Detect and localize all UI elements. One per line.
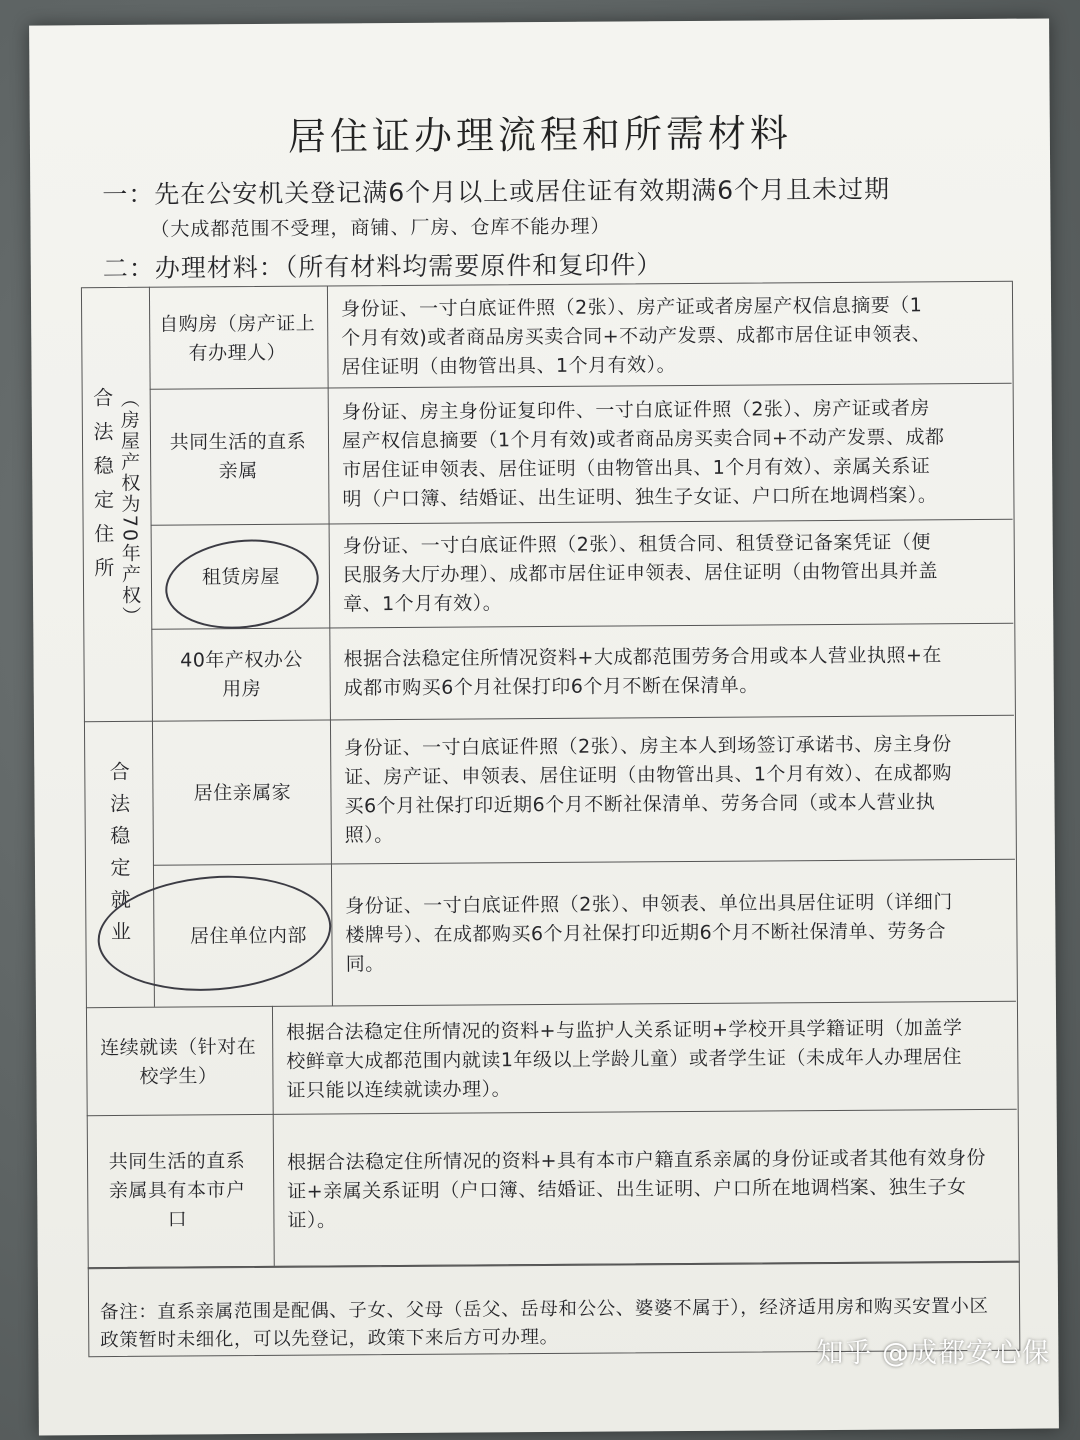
category-local-hukou: 共同生活的直系亲属具有本市户口 bbox=[108, 1149, 246, 1231]
materials-workplace: 身份证、一寸白底证件照（2张）、申领表、单位出具居住证明（详细门楼牌号）、在成都购买6个月社保打印近期6个月不断社保清单、劳务合同。 bbox=[345, 890, 953, 975]
materials-student: 根据合法稳定住所情况的资料+与监护人关系证明+学校开具学籍证明（加盖学校鲜章大成都范围内就读1年级以上学龄儿童）或者学生证（未成年人办理居住证只能以连续就读办理）。 bbox=[286, 1016, 963, 1102]
category-rental: 租赁房屋 bbox=[201, 565, 281, 588]
materials-rental: 身份证、一寸白底证件照（2张）、租赁合同、租赁登记备案凭证（便民服务大厅办理）、成都市居住证申领表、居住证明（由物管出具并盖章、1个月有效）。 bbox=[342, 530, 939, 615]
materials-local-hukou: 根据合法稳定住所情况的资料+具有本市户籍直系亲属的身份证或者其他有效身份证+亲属关系证明（户口簿、结婚证、出生证明、户口所在地调档案、独生子女证）。 bbox=[286, 1146, 987, 1232]
materials-relative-home: 身份证、一寸白底证件照（2张）、房主本人到场签订承诺书、房主身份证、房产证、申领表、居住证明（由物管出具、1个月有效）、在成都购买6个月社保打印近期6个月不断社保清单、劳务合同（或本人营业执照）。 bbox=[344, 733, 953, 847]
category-workplace: 居住单位内部 bbox=[189, 924, 308, 947]
group-label-employment: 合法稳定就业 bbox=[106, 760, 132, 954]
page-title: 居住证办理流程和所需材料 bbox=[287, 111, 793, 159]
step-one: 一：先在公安机关登记满6个月以上或居住证有效期满6个月且未过期 bbox=[102, 174, 891, 210]
category-office: 40年产权办公用房 bbox=[180, 648, 303, 701]
group-label-residence-sub: （房屋产权为70年产权） bbox=[117, 388, 142, 628]
category-student: 连续就读（针对在校学生） bbox=[100, 1036, 257, 1088]
materials-family: 身份证、房主身份证复印件、一寸白底证件照（2张）、房产证或者房屋产权信息摘要（1个月有效)或者商品房买卖合同+不动产发票、成都市居住证申领表、居住证明（由物管出具、1个月有效）、亲属关系证明（户口簿、结婚证、出生证明、独生子女证、户口所在地调档案）。 bbox=[341, 397, 945, 511]
group-label-residence: 合法稳定住所 bbox=[89, 386, 116, 592]
materials-self-owned: 身份证、一寸白底证件照（2张）、房产证或者房屋产权信息摘要（1个月有效)或者商品房买卖合同+不动产发票、成都市居住证申领表、居住证明（由物管出具、1个月有效）。 bbox=[340, 293, 932, 378]
step-one-note: （大成都范围不受理，商铺、厂房、仓库不能办理） bbox=[150, 215, 611, 241]
remark-text: 备注：直系亲属范围是配偶、子女、父母（岳父、岳母和公公、婆婆不属于），经济适用房和购买安置小区政策暂时未细化，可以先登记，政策下来后方可办理。 bbox=[100, 1295, 989, 1352]
document-sheet bbox=[29, 18, 1059, 1435]
watermark: 知乎 @成都安心保 bbox=[816, 1338, 1050, 1369]
category-family: 共同生活的直系亲属 bbox=[169, 430, 307, 483]
category-self-owned: 自购房（房产证上有办理人） bbox=[159, 312, 316, 365]
step-two: 二：办理材料：（所有材料均需要原件和复印件） bbox=[102, 250, 663, 284]
category-relative-home: 居住亲属家 bbox=[193, 781, 292, 804]
materials-office: 根据合法稳定住所情况资料+大成都范围劳务合用或本人营业执照+在成都市购买6个月社保打印6个月不断在保清单。 bbox=[343, 644, 942, 700]
